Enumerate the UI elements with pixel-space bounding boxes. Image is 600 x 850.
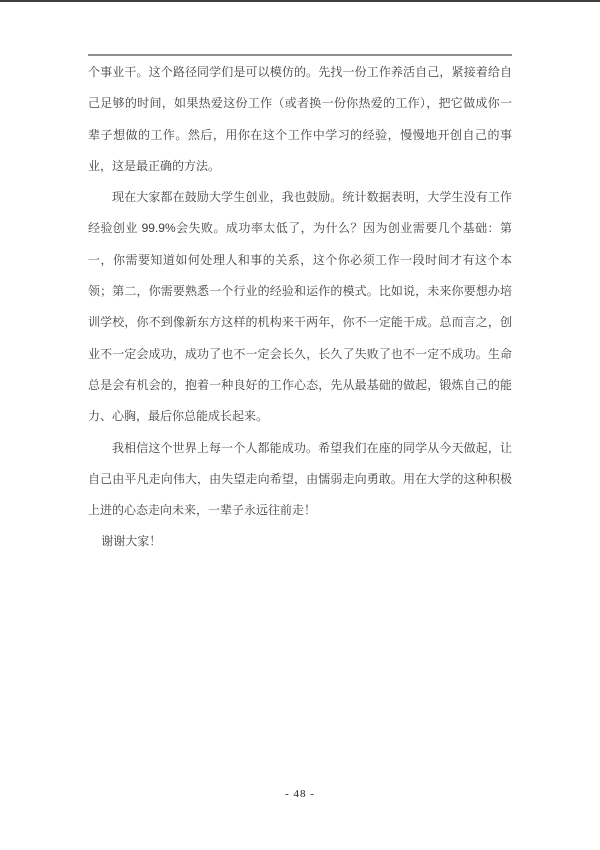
- page-number: - 48 -: [285, 788, 315, 800]
- paragraph-encouragement: 我相信这个世界上每一个人都能成功。希望我们在座的同学从今天做起，让自己由平凡走向伟大，由失望走向希望，由懦弱走向勇敢。用在大学的这种积极上进的心态走向未来，一辈子永远往前走！: [88, 440, 512, 518]
- paragraph-entrepreneurship: 现在大家都在鼓励大学生创业，我也鼓励。统计数据表明，大学生没有工作经验创业 99.9%会失败。成功率太低了，为什么？因为创业需要几个基础：第一，你需要知道如何处理人和事的关系，这个你必须工作一段时间才有这个本领；第二，你需要熟悉一个行业的经验和运作的模式。比如说，未来你要想办培训学校，你不到像新东方这样的机构来干两年，你不一定能干成。总而言之，创业不一定会成功，成功了也不一定会长久，长久了失败了也不一定不成功。生命总是会有机会的，抱着一种良好的工作心态，先从最基础的做起，锻炼自己的能力、心胸，最后你总能成长起来。: [88, 190, 512, 424]
- paragraph-career-path: 个事业干。这个路径同学们是可以模仿的。先找一份工作养活自己，紧接着给自己足够的时间，如果热爱这份工作（或者换一份你热爱的工作），把它做成你一辈子想做的工作。然后，用你在这个工作中学习的经验，慢慢地开创自己的事业，这是最正确的方法。: [88, 65, 512, 173]
- paragraph-thanks: 谢谢大家！: [101, 534, 162, 549]
- document-body: [88, 57, 512, 558]
- header-rule: [88, 54, 512, 56]
- page-footer: [0, 784, 600, 802]
- window-top-edge: [0, 0, 600, 2]
